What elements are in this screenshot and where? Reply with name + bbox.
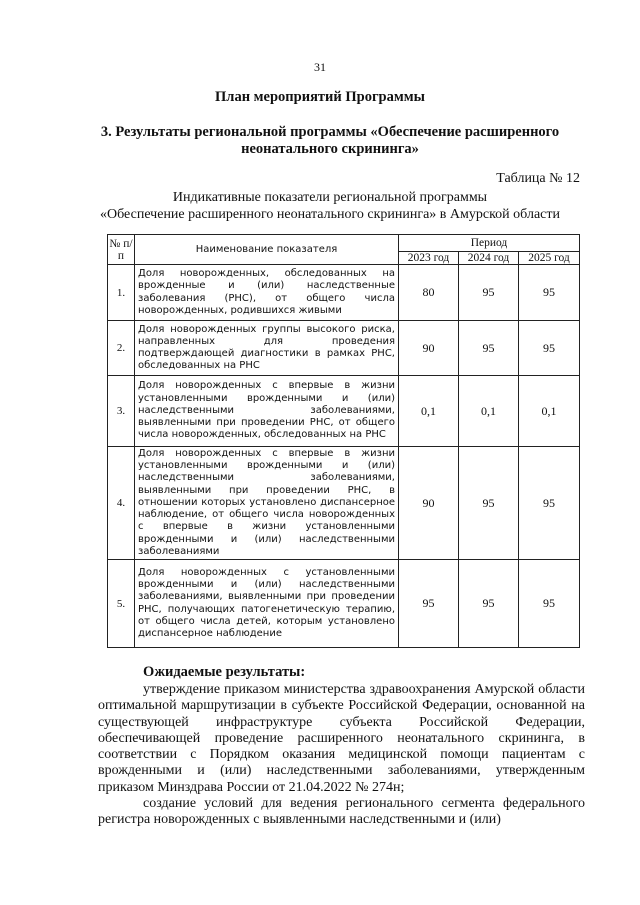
indicator-name: Доля новорожденных с впервые в жизни установленными врожденными и (или) наследственными заболеваниями, выявленными при проведении РНС, от общего числа новорожденных, обследованных на РНС	[135, 376, 399, 447]
col-header-period: Период	[399, 235, 580, 252]
row-number: 2.	[108, 321, 135, 376]
section-heading: 3. Результаты региональной программы «Обеспечение расширенного неонатального скрининга»	[100, 124, 560, 157]
indicator-name: Доля новорожденных с установленными врожденными и (или) наследственными заболеваниями, выявленными при проведении РНС, получающих патогенетическую терапию, от общего числа детей, которым установлено диспансерное наблюдение	[135, 560, 399, 648]
table-label: Таблица № 12	[496, 171, 580, 186]
value-2024: 95	[459, 447, 519, 560]
col-header-year: 2024 год	[459, 252, 519, 265]
value-2025: 95	[519, 321, 580, 376]
value-2023: 90	[399, 447, 459, 560]
expected-results-title: Ожидаемые результаты:	[143, 664, 306, 680]
row-number: 3.	[108, 376, 135, 447]
value-2023: 90	[399, 321, 459, 376]
value-2023: 95	[399, 560, 459, 648]
col-header-name: Наименование показателя	[135, 235, 399, 265]
value-2025: 0,1	[519, 376, 580, 447]
col-header-year: 2025 год	[519, 252, 580, 265]
row-number: 5.	[108, 560, 135, 648]
indicators-table	[107, 234, 580, 648]
row-number: 1.	[108, 265, 135, 321]
value-2023: 80	[399, 265, 459, 321]
table-caption-line2: «Обеспечение расширенного неонатального скрининга» в Амурской области	[100, 207, 560, 222]
table-caption	[60, 189, 600, 223]
value-2025: 95	[519, 447, 580, 560]
table-row	[108, 265, 580, 321]
row-number: 4.	[108, 447, 135, 560]
table-row	[108, 447, 580, 560]
table-row	[108, 321, 580, 376]
indicator-name: Доля новорожденных, обследованных на врожденные и (или) наследственные заболевания (РНС), от общего числа новорожденных, родившихся живыми	[135, 265, 399, 321]
table-row	[108, 376, 580, 447]
expected-result-paragraph: создание условий для ведения регионального сегмента федерального регистра новорожденных с выявленными наследственными и (или)	[98, 796, 585, 828]
col-header-number: № п/п	[108, 235, 135, 265]
value-2025: 95	[519, 265, 580, 321]
col-header-year: 2023 год	[399, 252, 459, 265]
value-2025: 95	[519, 560, 580, 648]
indicator-name: Доля новорожденных группы высокого риска, направленных для проведения подтверждающей диагностики в рамках РНС, обследованных на РНС	[135, 321, 399, 376]
expected-result-paragraph: утверждение приказом министерства здравоохранения Амурской области оптимальной маршрутизации в субъекте Российской Федерации, основанной на существующей инфраструктуре субъекта Российской Федерации, обеспечивающей проведение расширенного неонатального скрининга, в соответствии с Порядком оказания медицинской помощи пациентам с врожденными и (или) наследственными заболеваниями, утвержденным приказом Минздрава России от 21.04.2022 № 274н;	[98, 682, 585, 795]
value-2023: 0,1	[399, 376, 459, 447]
value-2024: 95	[459, 265, 519, 321]
value-2024: 0,1	[459, 376, 519, 447]
table-caption-line1: Индикативные показатели региональной программы	[172, 190, 488, 205]
value-2024: 95	[459, 560, 519, 648]
table-row	[108, 560, 580, 648]
plan-heading: План мероприятий Программы	[215, 89, 425, 105]
value-2024: 95	[459, 321, 519, 376]
indicator-name: Доля новорожденных с впервые в жизни установленными врожденными и (или) наследственными заболеваниями, выявленными при проведении РНС, в отношении которых установлено диспансерное наблюдение, от общего числа новорожденных с впервые в жизни установленными врожденными и (или) наследственными заболеваниями	[135, 447, 399, 560]
page-number: 31	[314, 60, 326, 74]
